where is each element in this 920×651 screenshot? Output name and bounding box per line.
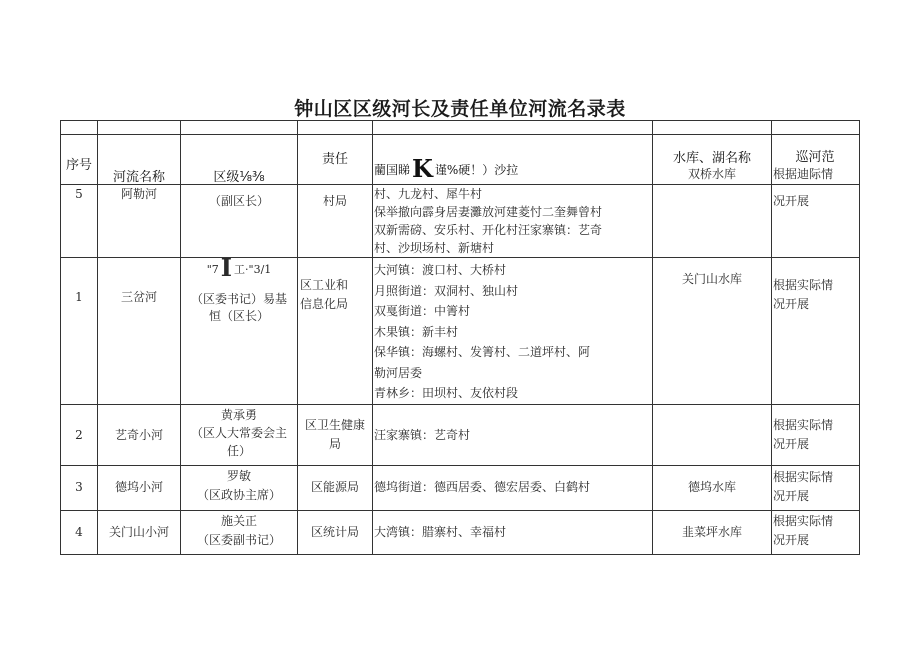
- village-line: 勒河居委: [374, 365, 423, 380]
- unit-line: 区统计局: [310, 525, 359, 539]
- village-line: 村、九龙村、犀牛村: [374, 187, 483, 201]
- patrol-line: 况开展: [773, 194, 810, 208]
- row-river-name: 德坞小河: [114, 480, 163, 494]
- chief-line: （区人大常委会主: [190, 426, 287, 440]
- patrol-line: 根据实际情: [773, 470, 834, 484]
- village-line: 保举撤向霹身居妻灘放河建菱忖二奎舞曾村: [374, 205, 603, 219]
- row-patrol: [773, 276, 833, 314]
- row-patrol: [773, 468, 833, 506]
- village-line: 青林乡：田坝村、友依村段: [374, 386, 519, 400]
- unit-line: 村局: [322, 194, 347, 208]
- village-line: 双戛街道：中箐村: [374, 304, 471, 318]
- row-river-name: 艺奇小河: [114, 428, 163, 442]
- header-villages: [374, 154, 518, 183]
- row-chief: [180, 467, 298, 505]
- patrol-line: 况开展: [773, 437, 810, 451]
- row-seq: 1: [75, 290, 83, 304]
- patrol-line: 况开展: [773, 533, 810, 547]
- row-seq: 3: [75, 480, 83, 494]
- row-villages: [374, 524, 506, 540]
- village-line: 双新需磅、安乐村、开化村汪家寨镇：艺奇: [374, 223, 603, 237]
- row-patrol: [773, 416, 833, 454]
- row-chief: [180, 512, 298, 550]
- row-river-name: 三岔河: [120, 290, 157, 304]
- chief-line: 罗敏: [226, 469, 251, 483]
- row-chief: [180, 291, 298, 325]
- chief-line: 施关正: [220, 514, 257, 528]
- header-seq: 序号: [65, 158, 92, 173]
- header-patrol-sub: 根据迪际情: [773, 167, 834, 181]
- village-line: 大河镇：渡口村、大桥村: [374, 263, 507, 277]
- row-villages: [374, 260, 590, 404]
- row-reservoir: 德坞水库: [687, 480, 736, 494]
- row-river-name: 阿勒河: [120, 187, 157, 201]
- row-river-name: 关门山小河: [108, 525, 169, 539]
- row-unit: [297, 524, 373, 540]
- chief-head-post: 工·"3∕1: [234, 263, 272, 276]
- header-villages-post: 谨%硬！）沙拉: [434, 163, 519, 177]
- row-villages: [374, 479, 590, 495]
- patrol-line: 况开展: [773, 297, 810, 311]
- row-patrol: [773, 512, 833, 550]
- chief-line: 任）: [226, 444, 251, 458]
- village-line: 保华镇：海螺村、发箐村、二道坪村、阿: [374, 345, 591, 359]
- document-title: 钟山区区级河长及责任单位河流名录表: [294, 98, 626, 120]
- unit-line: 局: [328, 437, 341, 451]
- patrol-line: 根据实际情: [773, 418, 834, 432]
- chief-line: 恒（区长）: [208, 309, 269, 323]
- chief-line: （副区长）: [208, 194, 269, 208]
- row-unit: [297, 193, 373, 209]
- header-chief: 区级⅛⅜: [213, 170, 265, 185]
- unit-line: 信息化局: [300, 297, 349, 311]
- header-reservoir-sub: 双桥水库: [687, 167, 736, 181]
- row-unit: [297, 479, 373, 495]
- row-seq: 2: [75, 428, 83, 442]
- header-patrol: 巡河范: [795, 150, 835, 165]
- village-line: 木果镇：新丰村: [374, 324, 459, 339]
- row-villages: [374, 427, 470, 443]
- chief-head-pre: "7: [206, 263, 219, 276]
- row-reservoir: 韭菜坪水库: [681, 525, 742, 539]
- patrol-line: 根据实际情: [773, 278, 834, 292]
- chief-line: （区委书记）易基: [190, 292, 287, 306]
- header-villages-pre: 藺国睇: [374, 163, 411, 177]
- chief-head-big: I: [220, 253, 233, 282]
- row-reservoir: 关门山水库: [681, 272, 742, 286]
- village-line: 月照街道：双洞村、独山村: [374, 283, 519, 298]
- row-unit: [297, 416, 373, 454]
- unit-line: 区工业和: [300, 278, 349, 292]
- patrol-line: 根据实际情: [773, 514, 834, 528]
- chief-line: （区委副书记）: [196, 533, 281, 547]
- unit-line: 区卫生健康: [304, 418, 365, 432]
- row-villages: [374, 185, 602, 257]
- village-line: 村、沙坝场村、新塘村: [374, 241, 495, 255]
- header-villages-big: K: [412, 154, 433, 183]
- row-seq: 5: [75, 187, 83, 201]
- row-unit: [300, 276, 348, 314]
- row-chief: [180, 193, 298, 209]
- row-chief: [180, 406, 298, 460]
- table-col-rule: [859, 120, 860, 555]
- chief-line: （区政协主席）: [196, 488, 281, 502]
- header-reservoir: 水库、湖名称: [672, 151, 751, 166]
- row-seq: 4: [75, 525, 83, 539]
- chief-line: 黄承勇: [220, 408, 257, 422]
- header-river-name: 河流名称: [112, 170, 165, 185]
- village-line: 德坞街道：德西居委、德宏居委、白鹤村: [374, 480, 591, 494]
- village-line: 汪家寨镇：艺奇村: [374, 428, 471, 442]
- row-patrol: [773, 193, 809, 209]
- village-line: 大湾镇：腊寨村、幸福村: [374, 525, 507, 539]
- patrol-line: 况开展: [773, 489, 810, 503]
- header-unit: 责任: [321, 152, 348, 167]
- row-chief-head: [180, 253, 298, 282]
- unit-line: 区能源局: [310, 480, 359, 494]
